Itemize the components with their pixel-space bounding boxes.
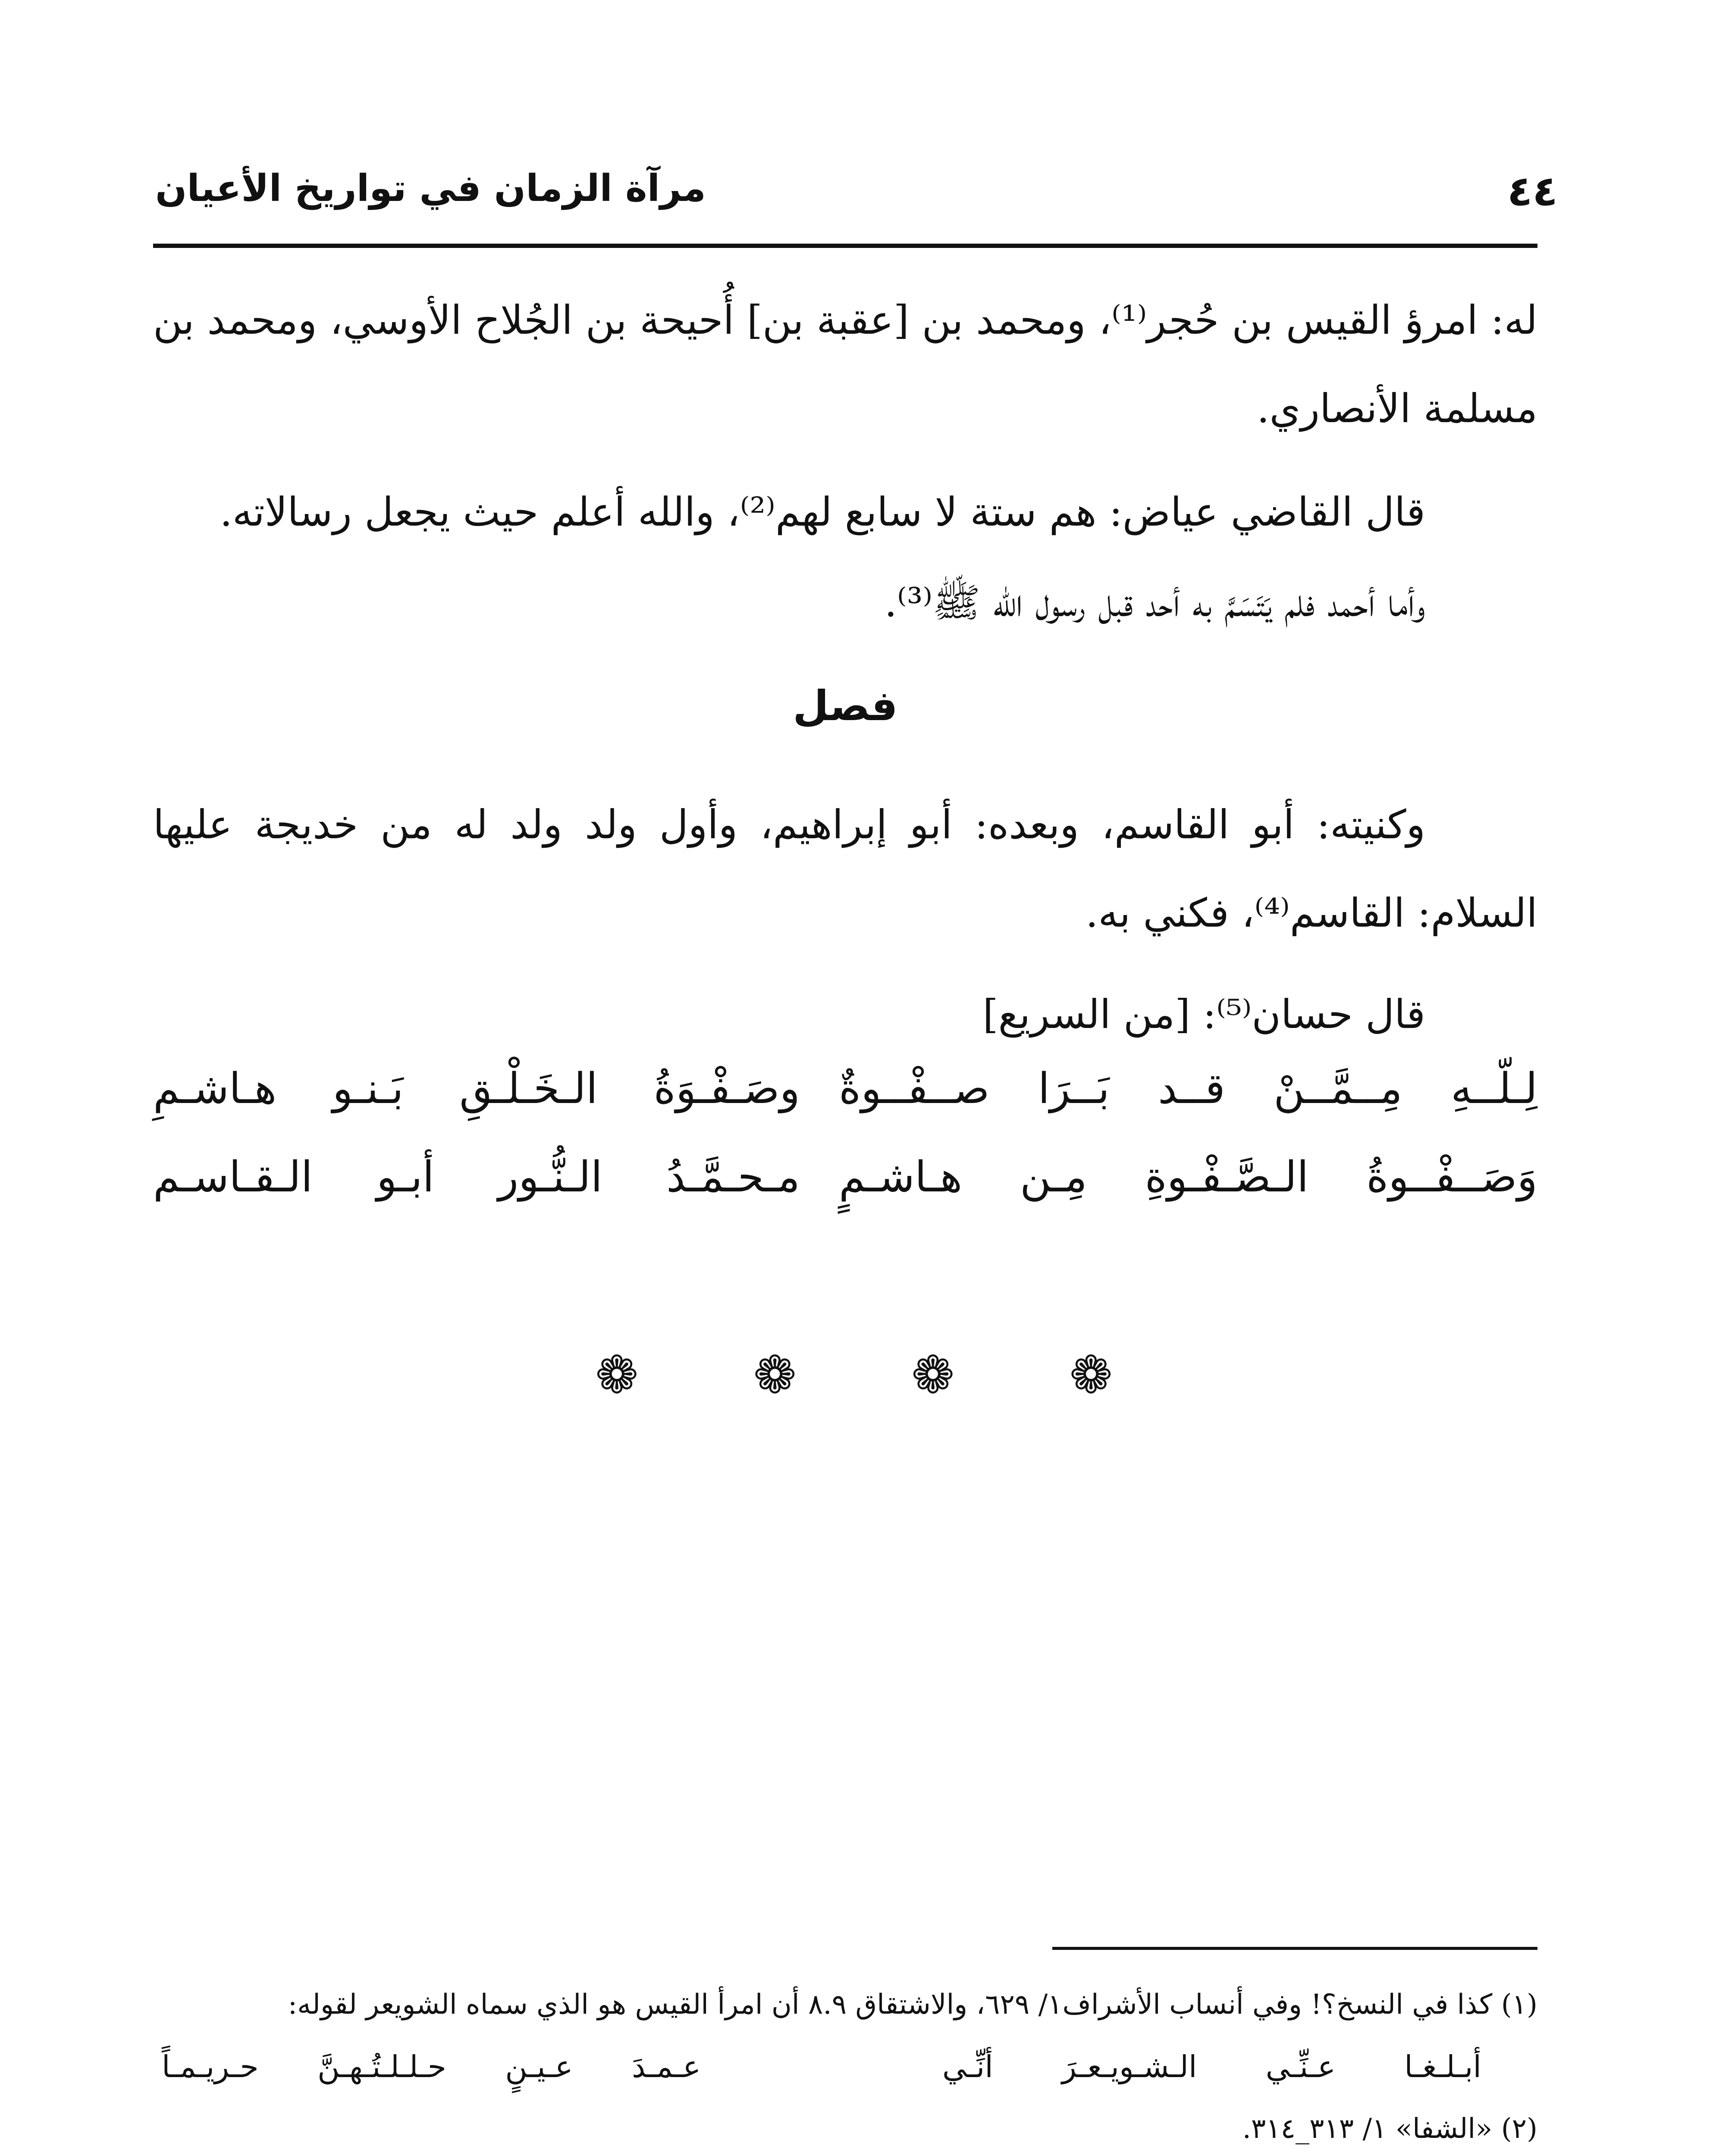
body-paragraph-3: وأما أحمد فلم يَتَسَمَّ به أحد قبل رسول الله ﷺ⁽³⁾. [884,580,1425,626]
footnote-2: (٢) «الشفا» ١/ ٣١٣_٣١٤. [1242,2113,1537,2145]
footnotes [153,1977,1537,2156]
flower-ornament-icon: ❁ [911,1345,955,1405]
verse-1-second-hemistich: وصَـفْـوَةُ الـخَـلْـقِ بَـنـو هـاشـمِ [153,1064,800,1113]
flower-ornament-icon: ❁ [1069,1345,1113,1405]
page-number: ٤٤ [1507,167,1558,215]
verse-1-first-hemistich: لِـلّــهِ مِــمَّــنْ قــد بَــرَا صــفْــوةٌ [839,1064,1537,1113]
footnote-1: (١) كذا في النسخ؟! وفي أنساب الأشراف١/ ٦٢٩، والاشتقاق ٨.٩ أن امرأ القيس هو الذي سماه الشويعر لقوله: [288,1989,1537,2021]
footnote-1-verse [153,2037,1537,2097]
verse-2-second-hemistich: مـحـمَّـدُ الـنُّـور أبـو الـقـاسـم [153,1153,800,1202]
body-paragraph-4: وكنيته: أبو القاسم، وبعده: أبو إبراهيم، وأول ولد ولد له من خديجة عليها السلام: القاسم⁽⁴⁾، فكني به. [153,802,1537,936]
verse-line-2 [153,1143,1537,1212]
flower-ornament-icon: ❁ [753,1345,797,1405]
body-paragraph-2: قال القاضي عياض: هم ستة لا سابع لهم⁽²⁾، والله أعلم حيث يجعل رسالاته. [220,489,1425,535]
flower-ornament-icon: ❁ [595,1345,639,1405]
header-rule [153,244,1537,248]
body-paragraph-5: قال حسان⁽⁵⁾: [من السريع] [982,991,1425,1037]
footnote-verse-second-hemistich: عـمـدَ عـيـنٍ حـلـلـتُـهـنَّ حـريـمـاً [162,2049,701,2084]
section-heading: فصل [793,682,898,730]
ornament-divider [595,1345,1113,1405]
footnote-verse-first-hemistich: أبـلـغـا عـنِّـي الـشـويـعـرَ أنِّـي [942,2049,1481,2084]
footnote-rule [1052,1947,1537,1950]
verse-line-1 [153,1054,1537,1123]
running-title: مرآة الزمان في تواريخ الأعيان [155,167,706,210]
verse-2-first-hemistich: وَصَــفْــوةُ الـصَّـفْـوةِ مِـن هـاشـمٍ [839,1153,1537,1202]
body-paragraph-1: له: امرؤ القيس بن حُجر⁽¹⁾، ومحمد بن [عقبة بن] أُحيحة بن الجُلاح الأوسي، ومحمد بن مسلمة الأنصاري. [153,297,1538,432]
